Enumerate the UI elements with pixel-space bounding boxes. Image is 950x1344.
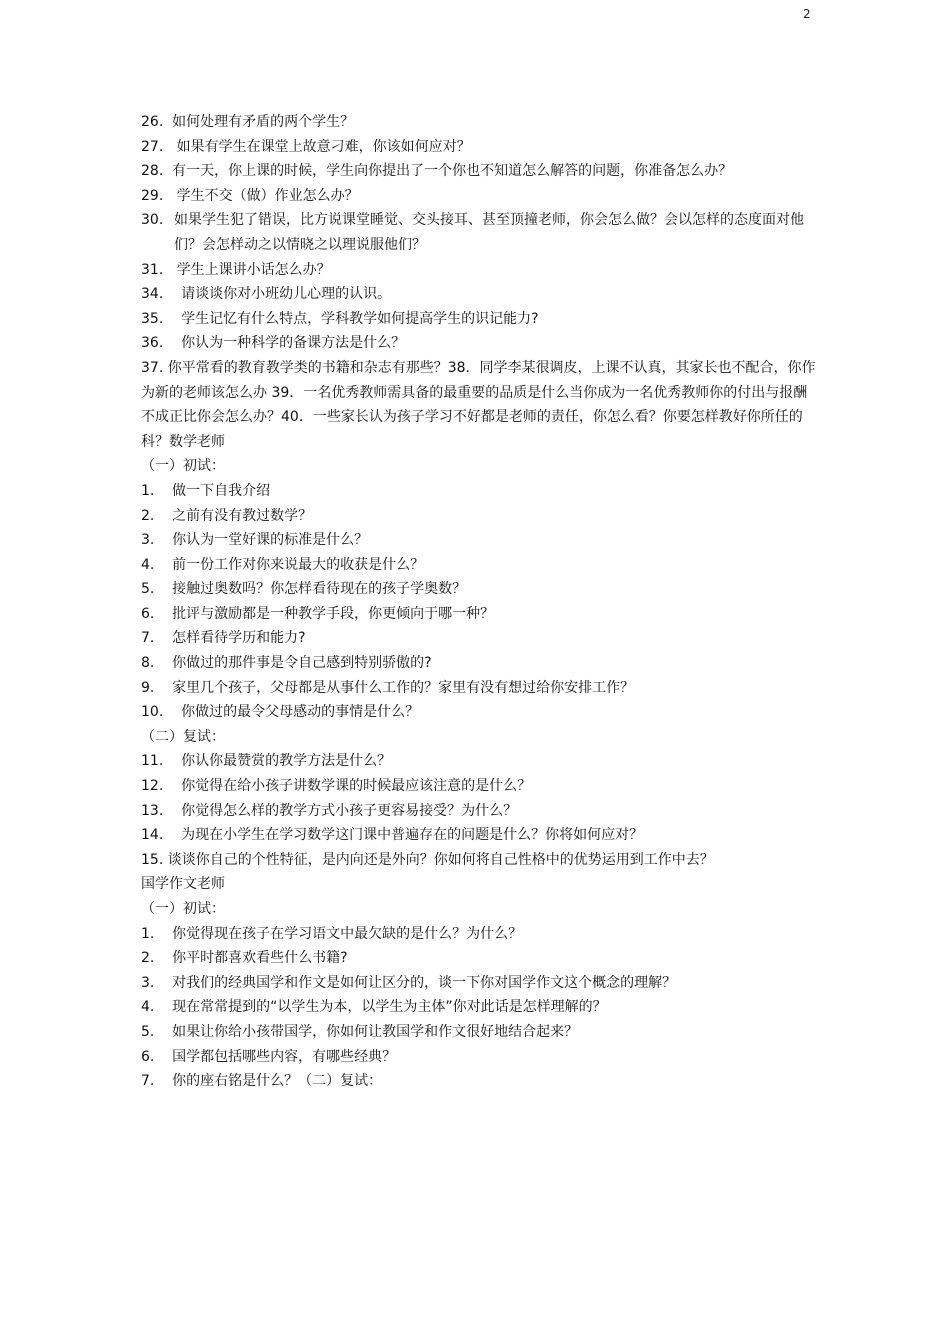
list-item-text: 国学都包括哪些内容，有哪些经典？ (172, 1048, 397, 1065)
list-item (141, 700, 821, 725)
list-item (141, 1069, 821, 1094)
list-item-number: 30. (141, 212, 164, 229)
list-item-text: 你觉得现在孩子在学习语文中最欠缺的是什么？为什么？ (172, 925, 523, 942)
list-item-text: 你觉得在给小孩子讲数学课的时候最应该注意的是什么？ (181, 778, 532, 795)
list-item-number: 4. (141, 999, 173, 1016)
list-item-text: 如何处理有矛盾的两个学生？ (172, 114, 355, 130)
list-item-number: 7. (141, 630, 173, 647)
list-item-text: 如果让你给小孩带国学，你如何让教国学和作文很好地结合起来？ (172, 1023, 579, 1040)
list-item-number: 6. (141, 605, 173, 622)
list-item-number: 1. (141, 482, 173, 499)
list-item (141, 971, 821, 996)
list-item (141, 208, 821, 257)
list-item-text: 做一下自我介绍 (172, 482, 271, 499)
list-item-number: 15. (141, 851, 168, 868)
list-item-text: 你的座右铭是什么？（二）复试： (172, 1073, 383, 1090)
list-item (141, 258, 821, 283)
list-item (141, 135, 821, 160)
list-item (141, 676, 821, 701)
list-item (141, 922, 821, 947)
list-item-text: 你认为一种科学的备课方法是什么？ (181, 335, 406, 352)
list-item-text: 现在常常提到的“以学生为本，以学生为主体”你对此话是怎样理解的？ (172, 999, 607, 1016)
list-item (141, 331, 821, 356)
list-item-number: 28. (141, 163, 173, 180)
list-item-number: 31. (141, 261, 177, 278)
list-item-text: 之前有没有教过数学？ (172, 507, 313, 524)
list-item-number: 35. (141, 310, 182, 327)
list-item-text: 有一天，你上课的时候，学生向你提出了一个你也不知道怎么解答的问题，你准备怎么办？ (172, 163, 733, 180)
list-item (141, 184, 821, 209)
list-item (141, 946, 821, 971)
list-item-text: 你做过的那件事是令自己感到特别骄傲的? (172, 655, 432, 672)
section-heading: （二）复试： (141, 728, 225, 745)
list-item (141, 749, 821, 774)
list-item (141, 553, 821, 578)
list-item (141, 602, 821, 627)
section-heading: 国学作文老师 (141, 876, 225, 893)
list-item-number: 29. (141, 187, 177, 204)
list-item-text: 对我们的经典国学和作文是如何让区分的，谈一下你对国学作文这个概念的理解？ (172, 974, 677, 991)
list-item (141, 504, 821, 529)
list-item (141, 1045, 821, 1070)
list-item (141, 528, 821, 553)
list-item-number: 9. (141, 679, 173, 696)
list-item (141, 651, 821, 676)
list-item-number: 6. (141, 1048, 173, 1065)
list-item (141, 577, 821, 602)
list-item (141, 307, 821, 332)
list-item-number: 12. (141, 778, 182, 795)
list-item-text: 怎样看待学历和能力? (172, 630, 306, 647)
list-item-text: 如果学生犯了错误，比方说课堂睡觉、交头接耳、甚至顶撞老师，你会怎么做？会以怎样的态度面对他们？会怎样动之以情晓之以理说服他们？ (174, 212, 804, 253)
list-item (141, 159, 821, 184)
paragraph: 37. 你平常看的教育教学类的书籍和杂志有那些？38．同学李某很调皮，上课不认真，其家长也不配合，你作为新的老师该怎么办 39．一名优秀教师需具备的最重要的品质是什么当你成为一名优秀教师你的付出与报酬不成正比你会怎么办？40．一些家长认为孩子学习不好都是老师的责任，你怎么看？你要怎样教好你所任的科？数学老师 (141, 359, 816, 450)
document-body (141, 110, 821, 1094)
section-heading: （一）初试： (141, 458, 225, 475)
list-item-text: 你觉得怎么样的教学方式小孩子更容易接受？为什么？ (181, 802, 518, 819)
list-item (141, 110, 821, 135)
list-item-number: 5. (141, 1023, 173, 1040)
list-item-text: 前一份工作对你来说最大的收获是什么？ (172, 556, 425, 573)
list-item-number: 2. (141, 950, 173, 967)
section-heading: （一）初试： (141, 901, 225, 917)
list-item (141, 848, 821, 873)
list-item-text: 你做过的最令父母感动的事情是什么？ (181, 704, 420, 721)
list-item-text: 学生记忆有什么特点，学科教学如何提高学生的识记能力? (181, 310, 539, 327)
list-item-text: 学生不交（做）作业怎么办？ (176, 187, 359, 204)
list-item (141, 995, 821, 1020)
list-item-text: 学生上课讲小话怎么办？ (176, 261, 331, 278)
list-item-number: 3. (141, 532, 173, 549)
list-item-text: 请谈谈你对小班幼儿心理的认识。 (181, 286, 392, 303)
list-item-text: 你认你最赞赏的教学方法是什么？ (181, 753, 392, 770)
list-item-number: 2. (141, 507, 173, 524)
list-item-number: 7. (141, 1073, 173, 1090)
list-item-text: 接触过奥数吗？你怎样看待现在的孩子学奥数？ (172, 581, 467, 598)
list-item-text: 你认为一堂好课的标准是什么？ (172, 532, 369, 549)
list-item-number: 4. (141, 556, 173, 573)
page-number: 2 (803, 7, 811, 21)
list-item-number: 8. (141, 655, 173, 672)
list-item-number: 10. (141, 704, 182, 721)
list-item-text: 为现在小学生在学习数学这门课中普遍存在的问题是什么？你将如何应对？ (181, 827, 644, 844)
list-item-number: 26. (141, 114, 173, 130)
list-item (141, 282, 821, 307)
list-item (141, 799, 821, 824)
list-item-number: 27. (141, 138, 177, 155)
list-item-text: 如果有学生在课堂上故意刁难，你该如何应对？ (176, 138, 471, 155)
list-item-number: 3. (141, 974, 173, 991)
list-item (141, 479, 821, 504)
list-item-number: 34. (141, 286, 182, 303)
list-item-text: 家里几个孩子，父母都是从事什么工作的？家里有没有想过给你安排工作？ (172, 679, 635, 696)
list-item-number: 36. (141, 335, 182, 352)
list-item-text: 谈谈你自己的个性特征，是内向还是外向？你如何将自己性格中的优势运用到工作中去？ (167, 851, 714, 868)
list-item-text: 批评与激励都是一种教学手段，你更倾向于哪一种？ (172, 605, 495, 622)
list-item-number: 11. (141, 753, 182, 770)
list-item-number: 14. (141, 827, 182, 844)
list-item-number: 5. (141, 581, 173, 598)
list-item (141, 774, 821, 799)
list-item-number: 13. (141, 802, 182, 819)
list-item (141, 823, 821, 848)
list-item (141, 626, 821, 651)
list-item-number: 1. (141, 925, 173, 942)
list-item-text: 你平时都喜欢看些什么书籍? (172, 950, 348, 967)
list-item (141, 1020, 821, 1045)
